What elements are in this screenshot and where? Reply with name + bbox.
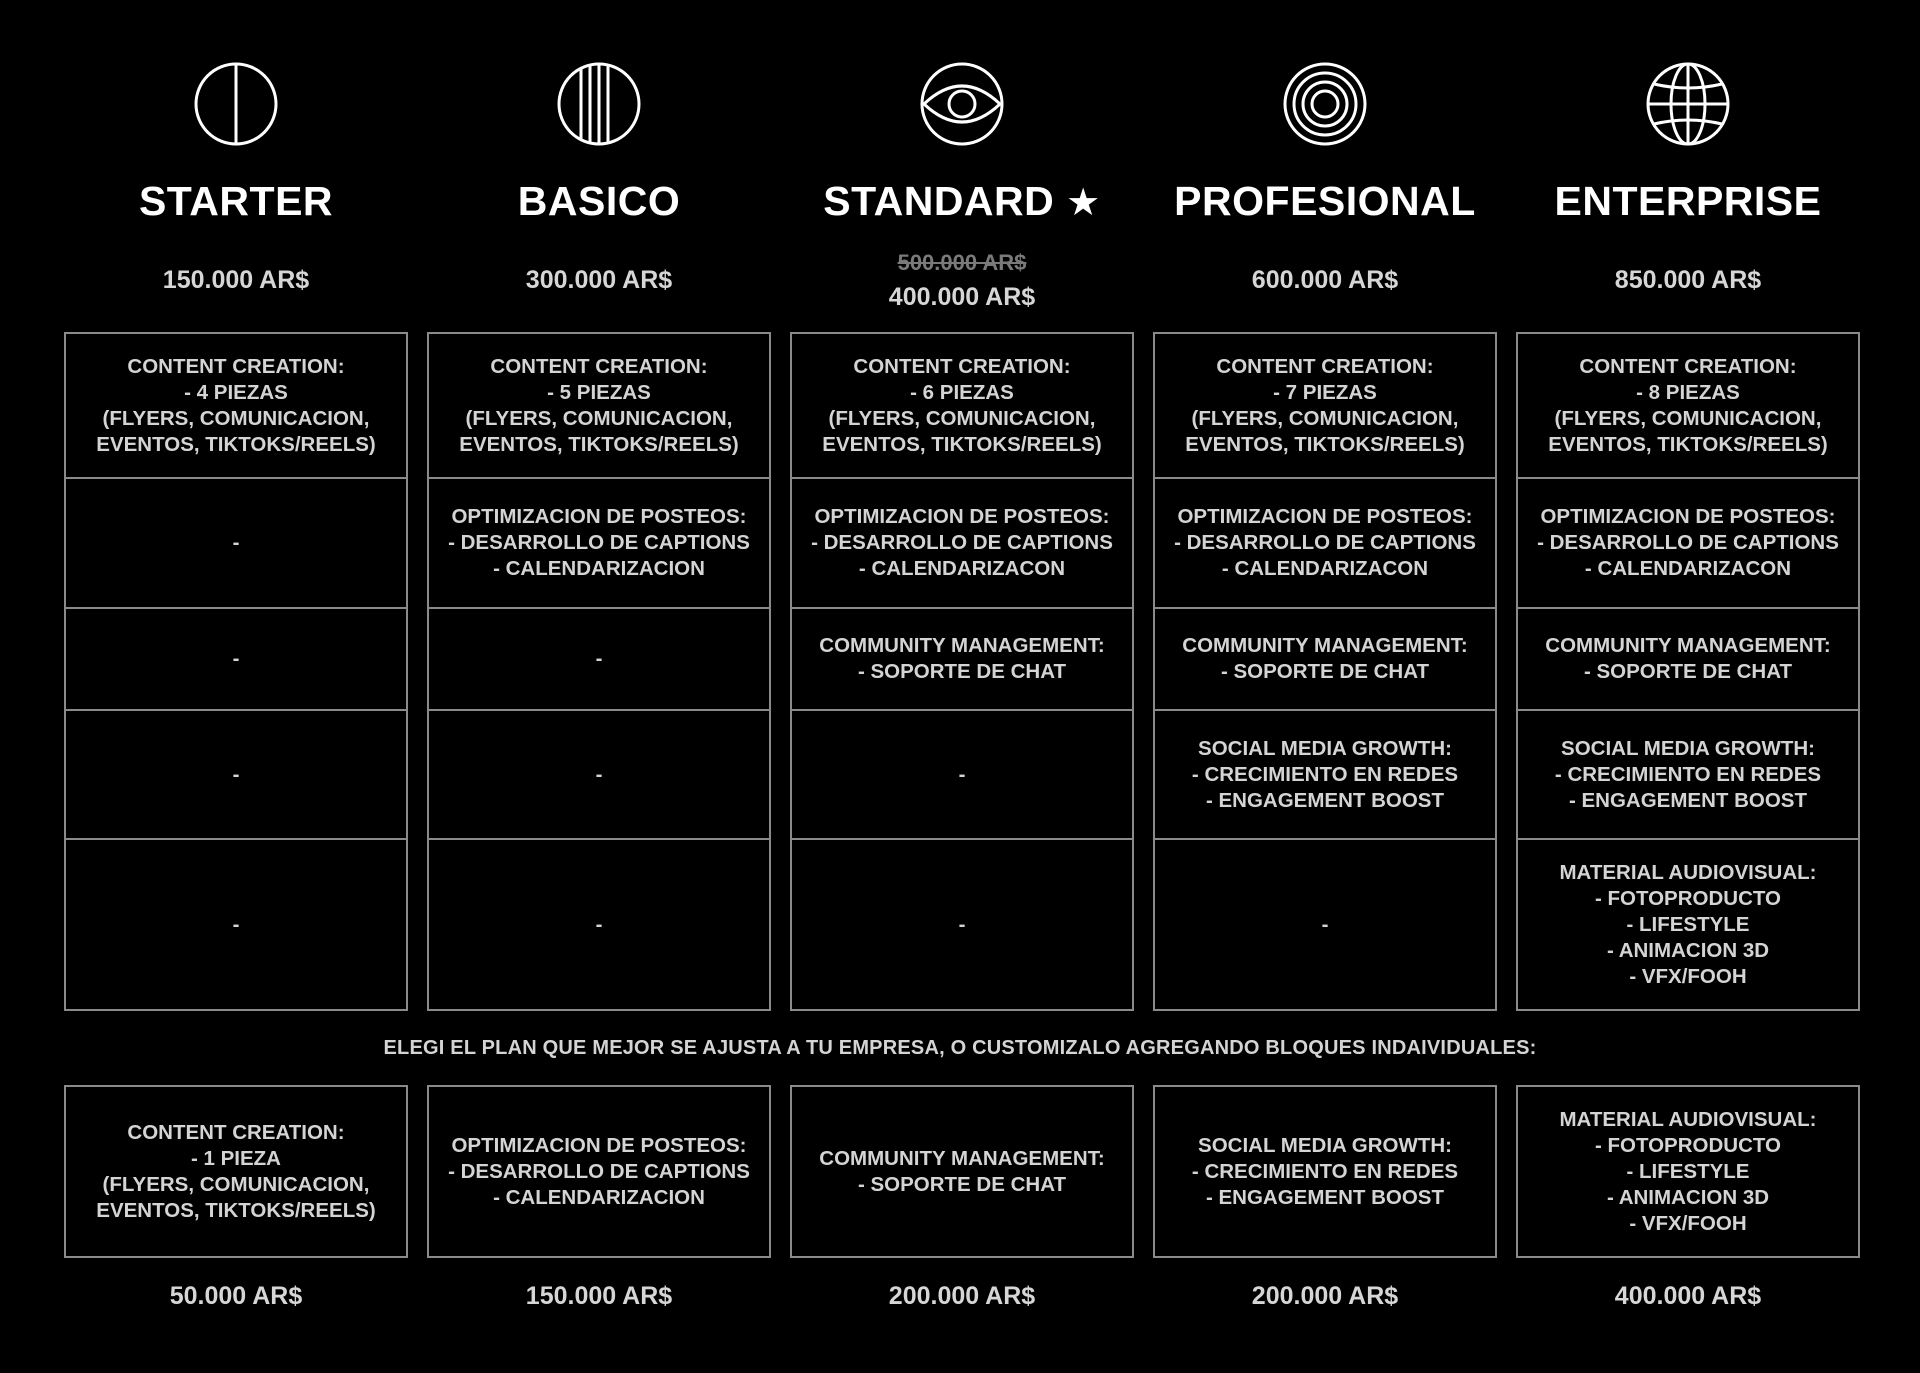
feature-growth: - bbox=[792, 711, 1132, 840]
feature-growth: - bbox=[66, 711, 406, 840]
addon-content-creation[interactable]: CONTENT CREATION: - 1 PIEZA (FLYERS, COMUNICACION, EVENTOS, TIKTOKS/REELS) bbox=[64, 1085, 408, 1258]
feature-growth: SOCIAL MEDIA GROWTH: - CRECIMIENTO EN REDES - ENGAGEMENT BOOST bbox=[1155, 711, 1495, 840]
plan-name-enterprise: ENTERPRISE bbox=[1554, 178, 1822, 224]
plan-card-basico[interactable] bbox=[427, 332, 771, 1011]
plan-card-enterprise[interactable] bbox=[1516, 332, 1860, 1011]
plan-name-standard bbox=[790, 178, 1134, 225]
addon-price-social-media-growth: 200.000 AR$ bbox=[1251, 1282, 1399, 1310]
feature-community: COMMUNITY MANAGEMENT: - SOPORTE DE CHAT bbox=[792, 609, 1132, 711]
concentric-circles-icon bbox=[1153, 60, 1497, 148]
addon-price-optimizacion: 150.000 AR$ bbox=[525, 1282, 673, 1310]
plan-name-profesional: PROFESIONAL bbox=[1174, 178, 1476, 224]
plan-name-starter: STARTER bbox=[138, 178, 334, 224]
feature-community: - bbox=[429, 609, 769, 711]
feature-optimizacion: OPTIMIZACION DE POSTEOS: - DESARROLLO DE CAPTIONS - CALENDARIZACION bbox=[429, 479, 769, 609]
addon-social-media-growth[interactable]: SOCIAL MEDIA GROWTH: - CRECIMIENTO EN REDES - ENGAGEMENT BOOST bbox=[1153, 1085, 1497, 1258]
customize-tagline: ELEGI EL PLAN QUE MEJOR SE AJUSTA A TU EMPRESA, O CUSTOMIZALO AGREGANDO BLOQUES INDAIVIDUALES: bbox=[383, 1037, 1537, 1059]
plan-card-standard[interactable] bbox=[790, 332, 1134, 1011]
plan-old-price-standard: 500.000 AR$ bbox=[897, 250, 1027, 275]
plan-name-basico: BASICO bbox=[517, 178, 681, 224]
feature-content-creation: CONTENT CREATION: - 6 PIEZAS (FLYERS, COMUNICACION, EVENTOS, TIKTOKS/REELS) bbox=[792, 334, 1132, 479]
addon-material-audiovisual[interactable]: MATERIAL AUDIOVISUAL: - FOTOPRODUCTO - LIFESTYLE - ANIMACION 3D - VFX/FOOH bbox=[1516, 1085, 1860, 1258]
feature-audiovisual: - bbox=[1321, 912, 1329, 936]
half-circle-icon bbox=[64, 60, 408, 148]
feature-community: COMMUNITY MANAGEMENT: - SOPORTE DE CHAT bbox=[1155, 609, 1495, 711]
plan-price-enterprise: 850.000 AR$ bbox=[1614, 266, 1762, 294]
feature-community: - bbox=[66, 609, 406, 711]
addon-price-material-audiovisual: 400.000 AR$ bbox=[1614, 1282, 1762, 1310]
plan-name-standard-label: STANDARD bbox=[823, 178, 1055, 224]
striped-circle-icon bbox=[427, 60, 771, 148]
plan-price-standard: 400.000 AR$ bbox=[888, 283, 1036, 311]
feature-optimizacion: OPTIMIZACION DE POSTEOS: - DESARROLLO DE CAPTIONS - CALENDARIZACON bbox=[792, 479, 1132, 609]
feature-content-creation: CONTENT CREATION: - 4 PIEZAS (FLYERS, COMUNICACION, EVENTOS, TIKTOKS/REELS) bbox=[66, 334, 406, 479]
feature-audiovisual: - bbox=[595, 912, 603, 936]
plan-card-starter[interactable] bbox=[64, 332, 408, 1011]
featured-star-icon: ★ bbox=[1066, 182, 1101, 224]
feature-community: COMMUNITY MANAGEMENT: - SOPORTE DE CHAT bbox=[1518, 609, 1858, 711]
globe-icon bbox=[1516, 60, 1860, 148]
feature-optimizacion: OPTIMIZACION DE POSTEOS: - DESARROLLO DE CAPTIONS - CALENDARIZACON bbox=[1155, 479, 1495, 609]
feature-audiovisual: - bbox=[232, 912, 240, 936]
addon-community-management[interactable]: COMMUNITY MANAGEMENT: - SOPORTE DE CHAT bbox=[790, 1085, 1134, 1258]
feature-growth: SOCIAL MEDIA GROWTH: - CRECIMIENTO EN REDES - ENGAGEMENT BOOST bbox=[1518, 711, 1858, 840]
plan-price-profesional: 600.000 AR$ bbox=[1251, 266, 1399, 294]
addon-price-community-management: 200.000 AR$ bbox=[888, 1282, 1036, 1310]
feature-content-creation: CONTENT CREATION: - 8 PIEZAS (FLYERS, COMUNICACION, EVENTOS, TIKTOKS/REELS) bbox=[1518, 334, 1858, 479]
addon-price-content-creation: 50.000 AR$ bbox=[169, 1282, 303, 1310]
feature-optimizacion: OPTIMIZACION DE POSTEOS: - DESARROLLO DE CAPTIONS - CALENDARIZACON bbox=[1518, 479, 1858, 609]
eye-icon bbox=[790, 60, 1134, 148]
addon-optimizacion[interactable]: OPTIMIZACION DE POSTEOS: - DESARROLLO DE CAPTIONS - CALENDARIZACION bbox=[427, 1085, 771, 1258]
feature-content-creation: CONTENT CREATION: - 5 PIEZAS (FLYERS, COMUNICACION, EVENTOS, TIKTOKS/REELS) bbox=[429, 334, 769, 479]
feature-growth: - bbox=[429, 711, 769, 840]
plan-price-starter: 150.000 AR$ bbox=[162, 266, 310, 294]
feature-content-creation: CONTENT CREATION: - 7 PIEZAS (FLYERS, COMUNICACION, EVENTOS, TIKTOKS/REELS) bbox=[1155, 334, 1495, 479]
feature-audiovisual: - bbox=[958, 912, 966, 936]
feature-optimizacion: - bbox=[66, 479, 406, 609]
feature-audiovisual: MATERIAL AUDIOVISUAL: - FOTOPRODUCTO - LIFESTYLE - ANIMACION 3D - VFX/FOOH bbox=[1559, 860, 1817, 988]
plan-price-basico: 300.000 AR$ bbox=[525, 266, 673, 294]
plan-card-profesional[interactable] bbox=[1153, 332, 1497, 1011]
